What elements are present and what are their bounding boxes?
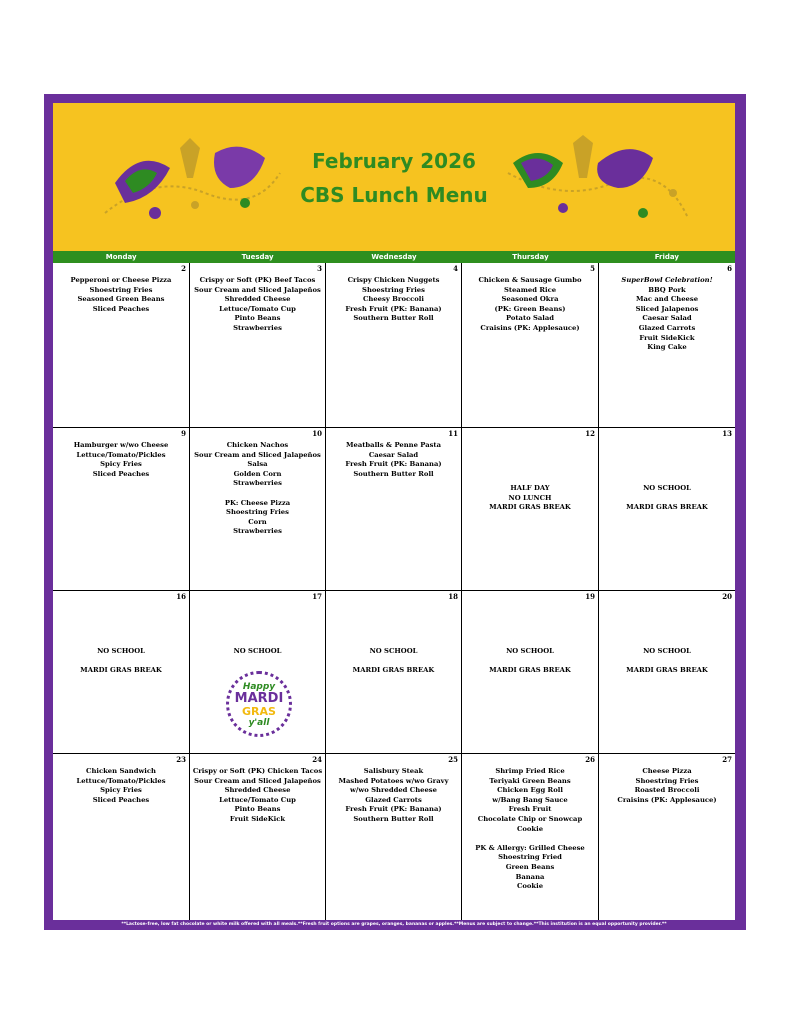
menu-item: Fresh Fruit (PK: Banana)	[345, 304, 442, 313]
menu-item: Glazed Carrots	[638, 323, 696, 332]
menu-item: Green Beans	[505, 862, 555, 871]
menu-item: Fruit SideKick	[639, 333, 695, 342]
calendar-day-cell	[599, 263, 735, 428]
menu-item: Pepperoni or Cheese Pizza	[70, 276, 172, 284]
menu-item: BBQ Pork	[648, 285, 686, 294]
menu-item: Teriyaki Green Beans	[489, 776, 571, 785]
calendar-day-cell	[462, 263, 599, 428]
weekday-label: Tuesday	[241, 253, 274, 261]
badge-text: GRAS	[242, 705, 276, 718]
menu-item	[464, 834, 596, 844]
menu-item: Salisbury Steak	[363, 767, 424, 775]
day-number: 11	[448, 429, 458, 438]
day-number: 3	[317, 264, 322, 273]
day-number: 4	[453, 264, 458, 273]
calendar-day-cell	[462, 428, 599, 591]
menu-items	[464, 767, 596, 892]
menu-item: Caesar Salad	[368, 450, 419, 459]
menu-items	[601, 276, 733, 353]
menu-item: Chicken Sandwich	[86, 767, 156, 775]
calendar-grid	[53, 263, 735, 920]
menu-item: Strawberries	[233, 527, 282, 536]
menu-item: Strawberries	[233, 323, 282, 332]
no-school-notice	[601, 647, 733, 676]
menu-item: Crispy Chicken Nuggets	[347, 276, 440, 284]
notice-line: MARDI GRAS BREAK	[352, 666, 435, 675]
notice-line: MARDI GRAS BREAK	[489, 503, 571, 512]
menu-item: Banana	[515, 872, 545, 881]
calendar-day-cell	[462, 591, 599, 754]
menu-items	[464, 276, 596, 334]
notice-line	[55, 657, 187, 667]
calendar-day-cell	[599, 591, 735, 754]
no-school-notice	[601, 484, 733, 513]
no-school-notice	[328, 647, 459, 676]
menu-items	[328, 767, 459, 825]
notice-line	[601, 657, 733, 667]
day-number: 26	[585, 755, 595, 764]
day-number: 27	[722, 755, 732, 764]
calendar-day-cell	[326, 263, 462, 428]
menu-items	[328, 441, 459, 479]
menu-item: w/wo Shredded Cheese	[350, 786, 437, 795]
notice-line: NO SCHOOL	[506, 647, 554, 655]
notice-line: NO SCHOOL	[643, 647, 691, 655]
calendar-day-cell	[53, 263, 190, 428]
day-number: 18	[448, 592, 458, 601]
menu-item: Mac and Cheese	[635, 295, 699, 304]
menu-item	[192, 489, 323, 499]
menu-item: Crispy or Soft (PK) Beef Tacos	[199, 276, 316, 284]
menu-item: Corn	[248, 517, 267, 526]
day-number: 5	[590, 264, 595, 273]
calendar-day-cell	[326, 428, 462, 591]
notice-line: NO SCHOOL	[369, 647, 418, 655]
footer-note: **Lactose-free, low fat chocolate or white milk offered with all meals.**Fresh fruit options are grapes, oranges, bananas or apples.**Menus are subject to change.**This institution is an equal opportunity provider.**	[121, 922, 667, 927]
day-number: 6	[727, 264, 732, 273]
menu-item: Steamed Rice	[503, 285, 557, 294]
menu-item: Pinto Beans	[234, 314, 281, 323]
weekday-header	[53, 251, 735, 263]
notice-line: MARDI GRAS BREAK	[80, 666, 162, 675]
notice-line: NO SCHOOL	[97, 647, 145, 655]
page-title: February 2026	[312, 149, 476, 173]
menu-item: Chicken Nachos	[226, 441, 289, 449]
badge-text: y'all	[248, 718, 270, 728]
menu-item: Shredded Cheese	[224, 786, 291, 795]
menu-item: Golden Corn	[233, 469, 282, 478]
calendar-day-cell	[326, 754, 462, 920]
notice-line: NO LUNCH	[508, 493, 552, 502]
notice-line: HALF DAY	[510, 484, 550, 492]
calendar-day-cell	[190, 428, 326, 591]
notice-line	[464, 657, 596, 667]
menu-item: Lettuce/Tomato Cup	[219, 795, 296, 804]
no-school-notice	[464, 647, 596, 676]
day-number: 24	[312, 755, 322, 764]
menu-items	[601, 767, 733, 805]
menu-item: Pinto Beans	[234, 805, 281, 814]
weekday-label: Monday	[105, 253, 137, 261]
menu-item: Salsa	[247, 460, 268, 469]
no-school-notice	[55, 647, 187, 676]
menu-item: Sliced Peaches	[92, 795, 150, 804]
day-number: 25	[448, 755, 458, 764]
menu-item: Fresh Fruit (PK: Banana)	[345, 460, 442, 469]
menu-items	[328, 276, 459, 324]
menu-item: SuperBowl Celebration!	[621, 276, 713, 284]
menu-item: Cookie	[516, 882, 544, 891]
notice-line: MARDI GRAS BREAK	[626, 503, 708, 512]
notice-line: MARDI GRAS BREAK	[626, 666, 708, 675]
menu-item: King Cake	[647, 343, 687, 352]
calendar-day-cell	[599, 428, 735, 591]
menu-item: Southern Butter Roll	[353, 469, 434, 478]
menu-item: Shoestring Fried	[498, 853, 562, 862]
page-subtitle: CBS Lunch Menu	[300, 183, 488, 207]
menu-item: PK: Cheese Pizza	[224, 498, 291, 507]
day-number: 2	[181, 264, 186, 273]
calendar-day-cell	[190, 263, 326, 428]
menu-item: Strawberries	[233, 479, 282, 488]
menu-item: Lettuce/Tomato Cup	[219, 304, 296, 313]
menu-item: Glazed Carrots	[365, 795, 422, 804]
menu-item: PK & Allergy: Grilled Cheese	[475, 843, 585, 852]
menu-item: Spicy Fries	[100, 786, 142, 795]
day-number: 19	[585, 592, 595, 601]
menu-item: Sour Cream and Sliced Jalapeños	[194, 450, 321, 459]
notice-line: NO SCHOOL	[643, 484, 691, 492]
menu-item: Lettuce/Tomato/Pickles	[76, 776, 166, 785]
day-number: 13	[722, 429, 732, 438]
day-number: 12	[585, 429, 595, 438]
menu-item: Shoestring Fries	[89, 285, 153, 294]
menu-item: Shoestring Fries	[635, 776, 699, 785]
menu-item: Meatballs & Penne Pasta	[346, 441, 441, 449]
calendar-day-cell	[462, 754, 599, 920]
day-number: 23	[176, 755, 186, 764]
menu-item: Fruit SideKick	[229, 814, 286, 823]
menu-item: w/Bang Bang Sauce	[492, 795, 568, 804]
day-number: 9	[181, 429, 186, 438]
menu-item: Caesar Salad	[642, 314, 692, 323]
day-number: 17	[312, 592, 322, 601]
menu-item: Craisins (PK: Applesauce)	[617, 795, 717, 804]
day-number: 20	[722, 592, 732, 601]
calendar-day-cell	[599, 754, 735, 920]
menu-items	[192, 276, 323, 334]
menu-item: Craisins (PK: Applesauce)	[480, 323, 580, 332]
weekday-label: Friday	[654, 253, 679, 261]
menu-item: Southern Butter Roll	[353, 314, 434, 323]
menu-item: Chicken Egg Roll	[497, 786, 563, 795]
notice-line	[601, 494, 733, 504]
mardi-gras-mask-icon	[503, 133, 693, 228]
menu-item: Fresh Fruit	[508, 805, 552, 814]
no-school-notice	[192, 647, 323, 657]
menu-item: Crispy or Soft (PK) Chicken Tacos	[192, 767, 323, 775]
menu-item: Seasoned Okra	[501, 295, 559, 304]
menu-items	[55, 767, 187, 805]
happy-mardi-gras-badge	[226, 671, 292, 737]
notice-line: NO SCHOOL	[233, 647, 282, 655]
menu-item: Mashed Potatoes w/wo Gravy	[338, 776, 449, 785]
menu-item: Sour Cream and Sliced Jalapeños	[194, 776, 321, 785]
menu-item: Hamburger w/wo Cheese	[73, 441, 169, 449]
notice-line	[328, 657, 459, 667]
menu-items	[192, 767, 323, 825]
menu-items	[55, 441, 187, 479]
calendar-day-cell	[53, 591, 190, 754]
menu-item: Spicy Fries	[100, 460, 142, 469]
notice-line: MARDI GRAS BREAK	[489, 666, 571, 675]
no-school-notice	[464, 484, 596, 513]
calendar-day-cell	[326, 591, 462, 754]
badge-text: MARDI	[234, 691, 284, 706]
menu-item: Southern Butter Roll	[353, 814, 434, 823]
menu-item: Cheese Pizza	[642, 767, 692, 775]
header-banner	[53, 103, 735, 251]
menu-item: Shrimp Fried Rice	[495, 767, 565, 775]
menu-items	[55, 276, 187, 314]
menu-item: Sliced Peaches	[92, 304, 150, 313]
menu-item: Sliced Peaches	[92, 469, 150, 478]
weekday-label: Thursday	[512, 253, 549, 261]
menu-item: Seasoned Green Beans	[77, 295, 165, 304]
menu-item: Lettuce/Tomato/Pickles	[76, 450, 166, 459]
menu-item: Chicken & Sausage Gumbo	[478, 276, 582, 284]
calendar-day-cell	[53, 428, 190, 591]
menu-item: Sour Cream and Sliced Jalapeños	[194, 285, 321, 294]
menu-item: Cheesy Broccoli	[363, 295, 424, 304]
day-number: 10	[312, 429, 322, 438]
menu-items	[192, 441, 323, 537]
mardi-gras-mask-icon	[95, 133, 285, 228]
menu-item: Shoestring Fries	[362, 285, 425, 294]
weekday-label: Wednesday	[371, 253, 417, 261]
day-number: 16	[176, 592, 186, 601]
menu-item: (PK: Green Beans)	[494, 304, 566, 313]
menu-item: Chocolate Chip or Snowcap Cookie	[477, 814, 583, 833]
calendar-day-cell	[53, 754, 190, 920]
menu-item: Sliced Jalapenos	[635, 304, 699, 313]
menu-item: Fresh Fruit (PK: Banana)	[345, 805, 442, 814]
menu-item: Shoestring Fries	[226, 508, 289, 517]
calendar-day-cell	[190, 754, 326, 920]
calendar-day-cell	[190, 591, 326, 754]
menu-item: Potato Salad	[505, 314, 555, 323]
badge-text: Happy	[242, 682, 276, 692]
menu-item: Roasted Broccoli	[634, 786, 700, 795]
menu-item: Shredded Cheese	[224, 295, 291, 304]
